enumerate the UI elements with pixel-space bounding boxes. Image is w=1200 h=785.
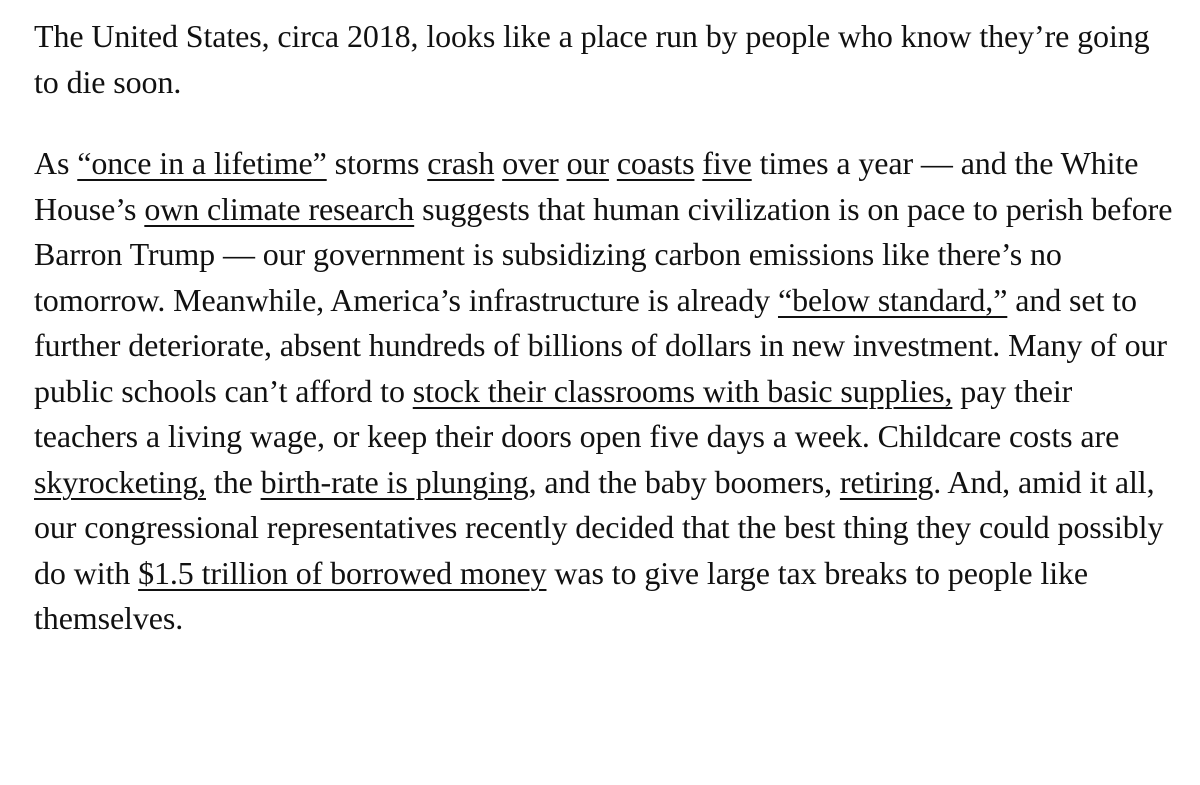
body-text: times a year — and the White House’s [34,145,1139,227]
body-text: and set to further deteriorate, absent hundreds of billions of dollars in new investment. Many of our public schools can’t afford to [34,281,1167,409]
body-text: , and the baby boomers, [528,463,840,500]
link-trillion-borrowed-money[interactable]: $1.5 trillion of borrowed money [138,554,547,591]
body-text [559,145,567,181]
body-text: storms [326,145,428,181]
link-own-climate-research[interactable]: own climate research [144,190,415,227]
link-coasts[interactable]: coasts [616,145,695,181]
body-text: pay their teachers a living wage, or keep their doors open five days a week. Childcare costs are [34,372,1120,454]
link-birth-rate-plunging[interactable]: birth-rate is plunging [260,463,529,500]
body-text [609,145,617,181]
body-text: the [206,463,261,500]
body-text: suggests that human civilization is on pace to perish before Barron Trump — our government is subsidizing carbon emissions like there’s no tomorrow. Meanwhile, America’s infrastructure is already [34,190,1173,318]
link-five[interactable]: five [702,145,752,181]
link-skyrocketing[interactable]: skyrocketing, [34,463,206,500]
link-once-in-a-lifetime[interactable]: “once in a lifetime” [77,145,327,181]
body-text: . And, amid it all, our congressional representatives recently decided that the best thing they could possibly do with [34,463,1164,591]
body-text: The United States, circa 2018, looks like a place run by people who know they’re going to die soon. [34,18,1150,100]
link-retiring[interactable]: retiring [839,463,934,500]
body-text: As [34,145,78,181]
body-text: was to give large tax breaks to people like themselves. [34,554,1088,636]
article-body [34,14,1174,642]
article-paragraph [34,141,1174,642]
article-paragraph [34,14,1174,105]
body-text [494,145,502,181]
link-stock-classrooms[interactable]: stock their classrooms with basic supplies, [412,372,953,409]
link-over[interactable]: over [502,145,559,181]
link-crash[interactable]: crash [427,145,495,181]
link-our[interactable]: our [566,145,609,181]
link-below-standard[interactable]: “below standard,” [777,281,1008,318]
